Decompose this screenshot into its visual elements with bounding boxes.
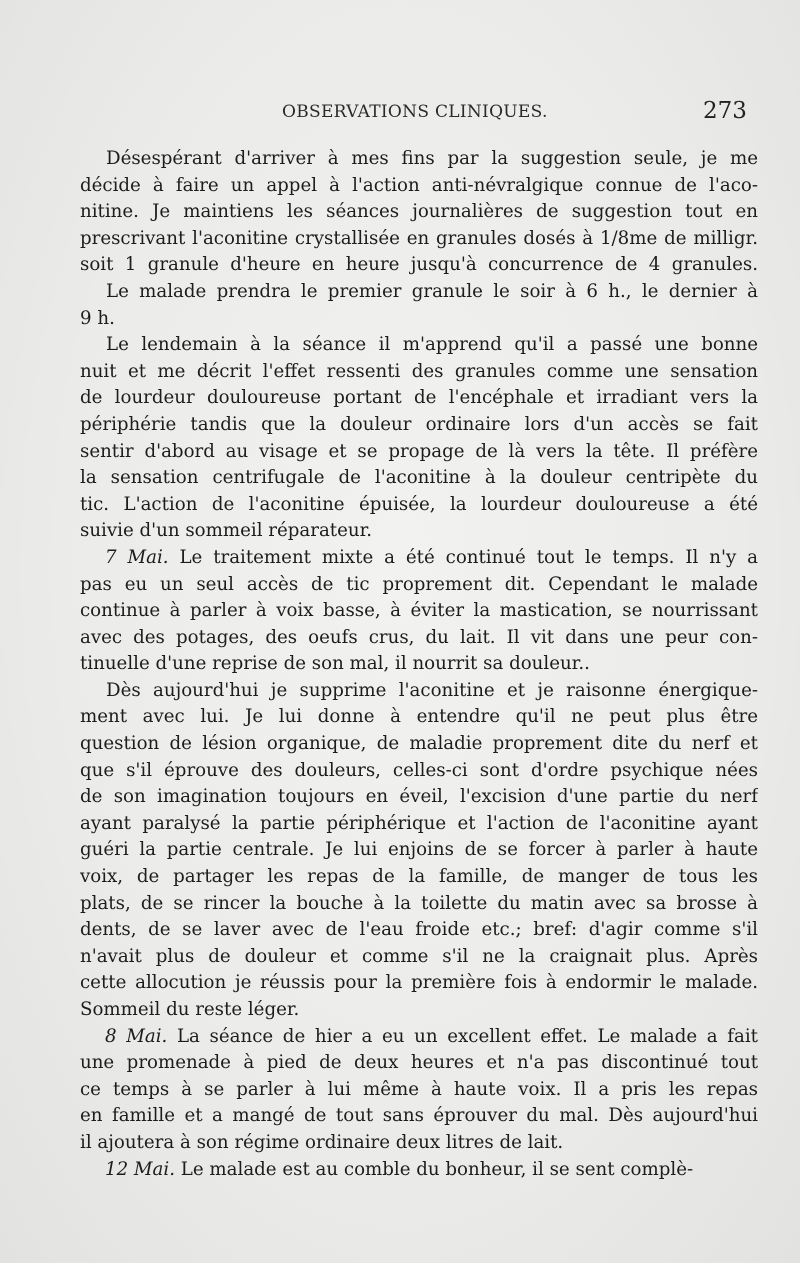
text-line: Le lendemain à la séance il m'apprend qu'il a passé une bonne	[106, 334, 758, 356]
text-line: Le traitement mixte a été continué tout le temps. Il n'y a	[179, 546, 758, 568]
running-title: OBSERVATIONS CLINIQUES.	[282, 102, 548, 122]
text-line: de son imagination toujours en éveil, l'excision d'une partie du nerf	[80, 786, 758, 808]
page-header	[0, 98, 800, 130]
text-line: il ajoutera à son régime ordinaire deux litres de lait.	[80, 1131, 564, 1153]
text-line: plats, de se rincer la bouche à la toilette du matin avec sa brosse à	[80, 892, 758, 914]
page-number: 273	[703, 98, 747, 124]
text-line: Le malade prendra le premier granule le soir à 6 h., le dernier à	[106, 280, 758, 302]
text-line: avec des potages, des oeufs crus, du lait. Il vit dans une peur con-	[80, 626, 758, 648]
text-line: Sommeil du reste léger.	[80, 999, 300, 1020]
text-line: nitine. Je maintiens les séances journalières de suggestion tout en	[80, 201, 758, 223]
dated-entry-line	[80, 1157, 758, 1184]
dated-entry-line	[80, 545, 758, 572]
text-line: décide à faire un appel à l'action anti-névralgique connue de l'aco-	[80, 174, 758, 196]
text-line: n'avait plus de douleur et comme s'il ne la craignait plus. Après	[80, 945, 758, 967]
text-line: Le malade est au comble du bonheur, il se sent complè-	[180, 1158, 694, 1180]
entry-date: 7 Mai.	[105, 546, 169, 568]
text-line: ment avec lui. Je lui donne à entendre qu'il ne peut plus être	[80, 706, 758, 728]
text-line: ce temps à se parler à lui même à haute voix. Il a pris les repas	[80, 1078, 758, 1100]
dated-entry-line	[80, 1024, 758, 1051]
text-line: ayant paralysé la partie périphérique et l'action de l'aconitine ayant	[80, 812, 758, 834]
text-line: guéri la partie centrale. Je lui enjoins de se forcer à parler à haute	[80, 839, 758, 861]
text-line: une promenade à pied de deux heures et n'a pas discontinué tout	[80, 1052, 758, 1074]
text-line: dents, de se laver avec de l'eau froide etc.; bref: d'agir comme s'il	[80, 919, 758, 941]
text-line: 9 h.	[80, 307, 115, 329]
text-line: continue à parler à voix basse, à éviter la mastication, se nourrissant	[80, 600, 758, 622]
entry-date: 8 Mai.	[105, 1025, 168, 1047]
text-line: soit 1 granule d'heure en heure jusqu'à concurrence de 4 granules.	[80, 254, 758, 276]
text-line: Désespérant d'arriver à mes fins par la suggestion seule, je me	[106, 148, 758, 169]
entry-date: 12 Mai.	[105, 1158, 175, 1180]
text-line: cette allocution je réussis pour la première fois à endormir le malade.	[80, 972, 758, 994]
text-line: pas eu un seul accès de tic proprement dit. Cependant le malade	[80, 573, 758, 595]
text-line: prescrivant l'aconitine crystallisée en granules dosés à 1/8me de milligr.	[80, 227, 758, 249]
text-line: sentir d'abord au visage et se propage de là vers la tête. Il préfère	[80, 440, 758, 462]
text-line: suivie d'un sommeil réparateur.	[80, 520, 373, 542]
text-line: tinuelle d'une reprise de son mal, il nourrit sa douleur..	[80, 653, 590, 675]
page-body	[80, 146, 758, 1183]
text-line: de lourdeur douloureuse portant de l'encéphale et irradiant vers la	[80, 387, 758, 409]
text-line: périphérie tandis que la douleur ordinaire lors d'un accès se fait	[80, 413, 758, 435]
text-line: que s'il éprouve des douleurs, celles-ci sont d'ordre psychique nées	[80, 759, 758, 781]
text-line: la sensation centrifugale de l'aconitine à la douleur centripète du	[80, 467, 758, 489]
text-line: question de lésion organique, de maladie proprement dite du nerf et	[80, 733, 758, 755]
text-line: tic. L'action de l'aconitine épuisée, la lourdeur douloureuse a été	[80, 493, 758, 515]
text-line: voix, de partager les repas de la famille, de manger de tous les	[80, 866, 758, 888]
text-line: en famille et a mangé de tout sans éprouver du mal. Dès aujourd'hui	[80, 1105, 758, 1127]
text-line: nuit et me décrit l'effet ressenti des granules comme une sensation	[80, 360, 758, 382]
text-line: Dès aujourd'hui je supprime l'aconitine et je raisonne énergique-	[106, 679, 758, 701]
text-line: La séance de hier a eu un excellent effet. Le malade a fait	[176, 1025, 758, 1047]
